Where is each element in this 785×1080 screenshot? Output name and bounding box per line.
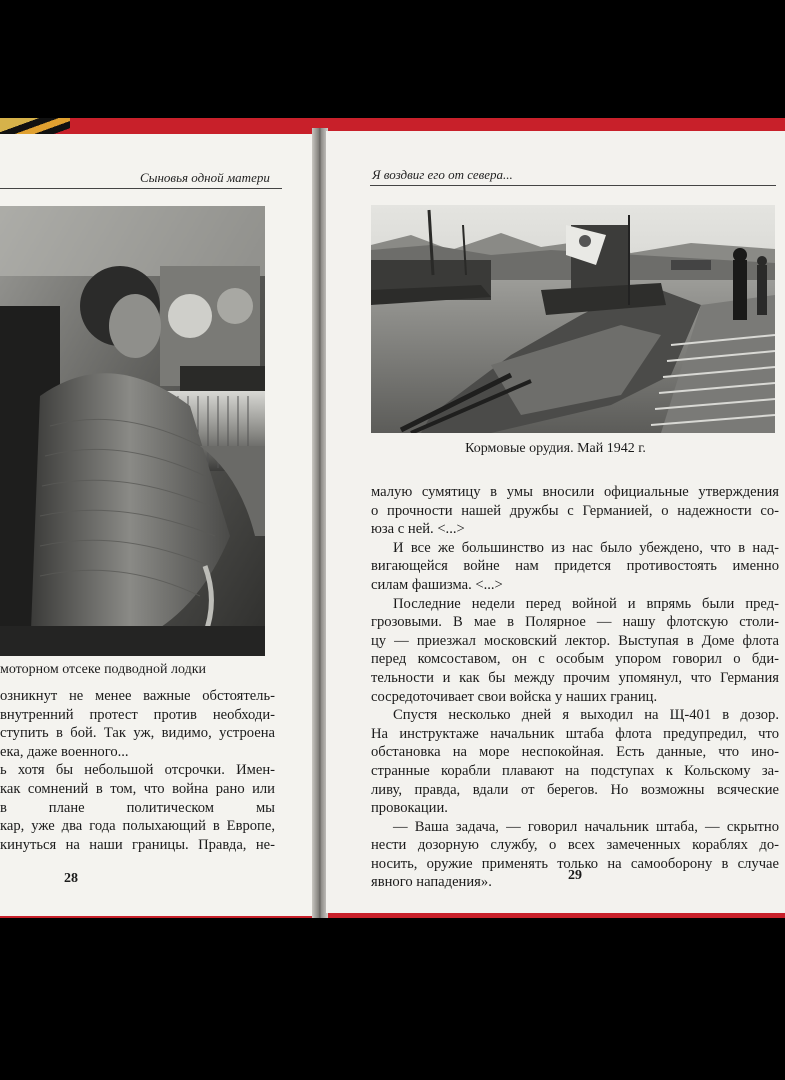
- submarine-photo: [371, 205, 775, 433]
- text-line: тельности и как бы между прочим упомянул, что Германия: [371, 669, 779, 686]
- text-line: ека, даже военного...: [0, 743, 129, 760]
- right-page-number: 29: [568, 868, 582, 883]
- text-line: На инструктаже начальник штаба флота предупредил, что: [371, 725, 779, 742]
- text-line: юза с ней. <...>: [371, 521, 465, 538]
- text-line: вигающейся войне нам придется противостоять именно: [371, 558, 779, 575]
- text-line: провокации.: [371, 800, 448, 817]
- right-running-head: Я воздвиг его от севера...: [372, 167, 513, 182]
- text-line: цу — приезжал московский лектор. Выступая в Доме флота: [371, 632, 779, 649]
- text-line: озникнут не менее важные обстоятель-: [0, 688, 275, 704]
- text-line: в плане политическом мы: [0, 799, 275, 816]
- text-line: явного нападения».: [371, 874, 492, 891]
- text-line: сосредоточивает свои войска у наших границ.: [371, 688, 658, 705]
- text-line: носить, оружие применять только на самооборону в случае: [371, 855, 779, 872]
- text-line: о прочности нашей дружбы с Германией, о надежности со-: [371, 502, 779, 519]
- text-line: грозовыми. В мае в Полярное — нашу флотскую столи-: [371, 614, 779, 631]
- right-page: [326, 131, 785, 913]
- text-line: странные корабли плавают на подступах к Кольскому за-: [371, 762, 779, 779]
- right-body-text: [371, 483, 779, 892]
- text-line: малую сумятицу в умы вносили официальные утверждения: [371, 484, 779, 500]
- right-header-rule: [370, 185, 776, 186]
- left-page: [0, 134, 314, 916]
- submarine-photo-illustration: [371, 205, 775, 433]
- left-running-head: Сыновья одной матери: [140, 170, 270, 185]
- text-line: ливу, правда, вдали от берегов. Но возможны всяческие: [371, 781, 779, 798]
- text-line: внутренний протест против необходи-: [0, 706, 275, 723]
- text-line: перед комсоставом, он с особым упором говорил о бди-: [371, 651, 779, 668]
- text-line: — Ваша задача, — говорил начальник штаба, — скрытно: [393, 818, 779, 835]
- left-body-text: [0, 687, 275, 854]
- left-header-rule: [0, 188, 282, 189]
- text-line: нести дозорную службу, о всех замеченных кораблях до-: [371, 837, 779, 854]
- text-line: Последние недели перед войной и впрямь были пред-: [393, 595, 779, 612]
- right-photo-caption: Кормовые орудия. Май 1942 г.: [465, 441, 646, 456]
- engine-room-photo-illustration: [0, 206, 265, 656]
- text-line: кар, уже два года полыхающий в Европе,: [0, 818, 275, 835]
- engine-room-photo: [0, 206, 265, 656]
- left-page-number: 28: [64, 871, 78, 886]
- text-line: ь хотя бы небольшой отсрочки. Имен-: [0, 762, 275, 779]
- text-line: Спустя несколько дней я выходил на Щ-401 в дозор.: [393, 707, 779, 724]
- text-line: обстановка на море неспокойная. Есть данные, что ино-: [371, 744, 779, 761]
- text-line: ступить в бой. Так уж, видимо, устроена: [0, 725, 275, 742]
- left-photo-caption: моторном отсеке подводной лодки: [0, 662, 206, 677]
- text-line: как сомнений в том, что война рано или: [0, 780, 275, 797]
- text-line: И все же большинство из нас было убеждено, что в над-: [393, 539, 779, 556]
- text-line: силам фашизма. <...>: [371, 576, 503, 593]
- text-line: кинуться на наши границы. Правда, не-: [0, 836, 275, 853]
